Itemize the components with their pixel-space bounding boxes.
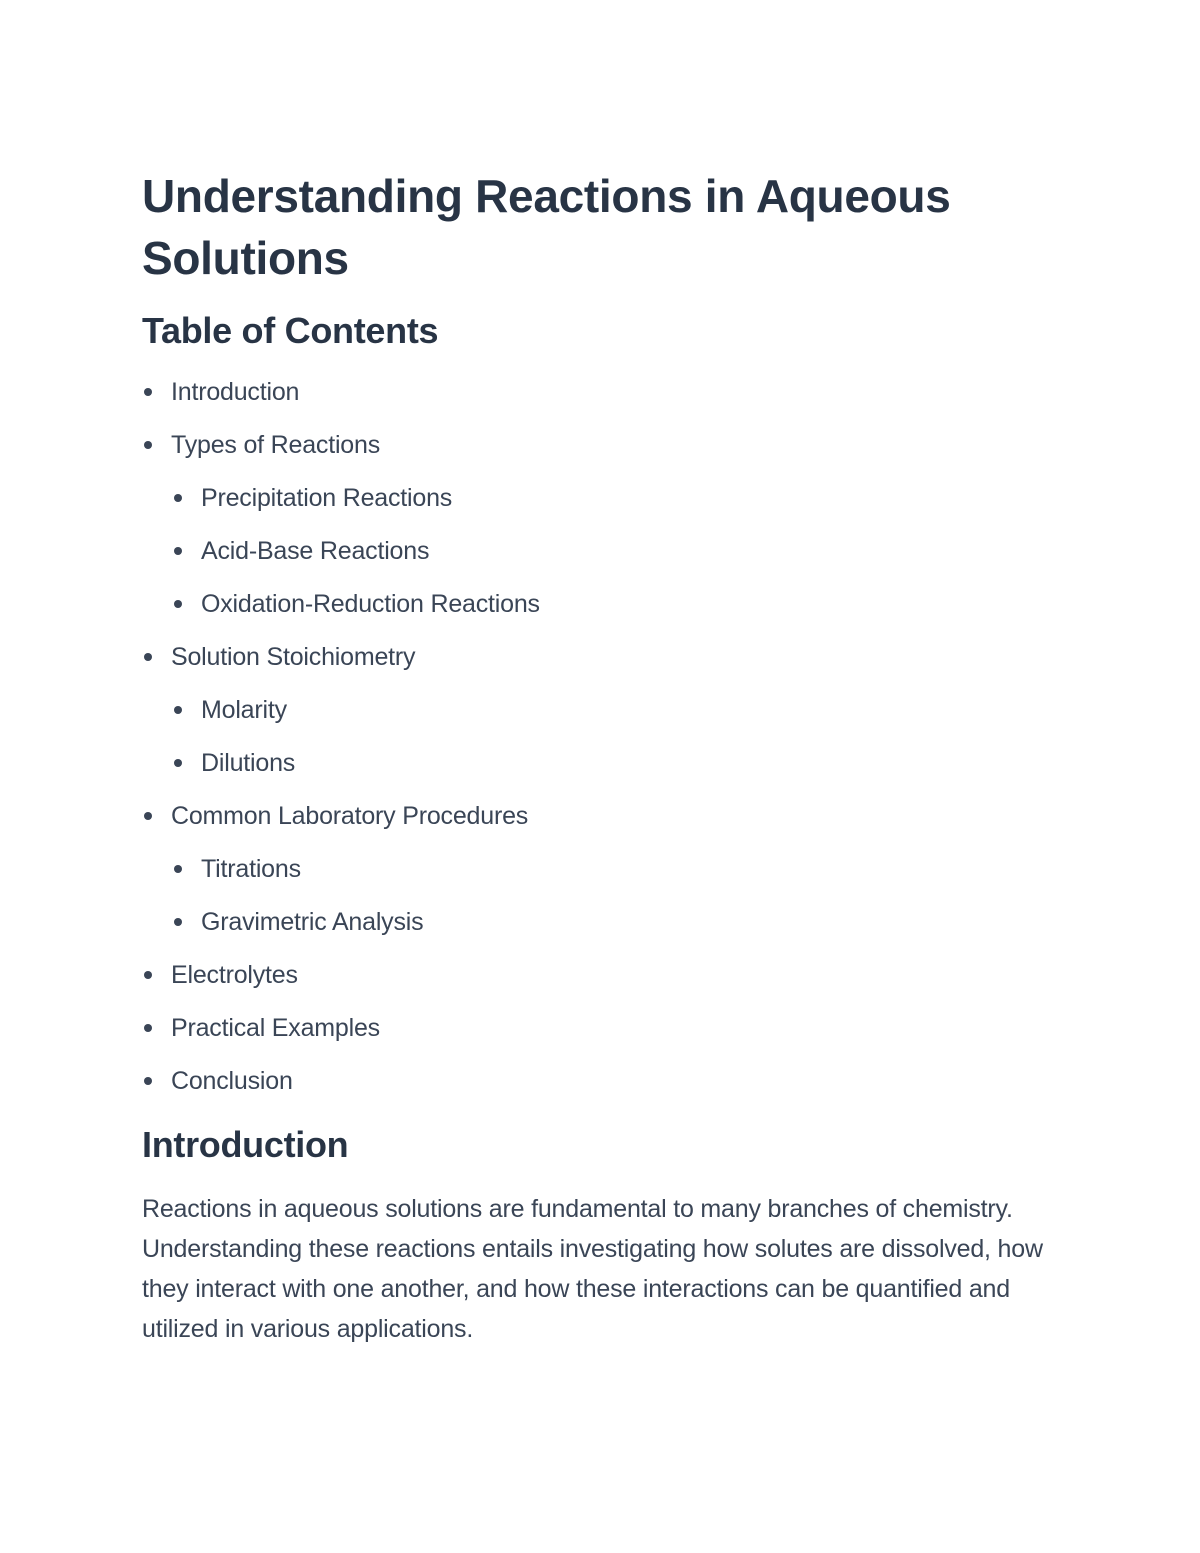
- toc-item-label: Dilutions: [201, 749, 296, 777]
- toc-item-gravimetric-analysis[interactable]: [142, 905, 1062, 958]
- bullet-icon: [174, 759, 182, 767]
- toc-item-label: Oxidation-Reduction Reactions: [201, 590, 540, 618]
- bullet-icon: [174, 600, 182, 608]
- bullet-icon: [144, 441, 152, 449]
- toc-item-label: Precipitation Reactions: [201, 484, 453, 512]
- bullet-icon: [144, 812, 152, 820]
- toc-item-label: Electrolytes: [171, 961, 298, 989]
- toc-item-oxidation-reduction-reactions[interactable]: [142, 587, 1062, 640]
- bullet-icon: [174, 865, 182, 873]
- bullet-icon: [174, 494, 182, 502]
- bullet-icon: [144, 971, 152, 979]
- bullet-icon: [144, 388, 152, 396]
- bullet-icon: [174, 547, 182, 555]
- toc-item-practical-examples[interactable]: [142, 1011, 1062, 1064]
- toc-item-precipitation-reactions[interactable]: [142, 481, 1062, 534]
- toc-item-label: Solution Stoichiometry: [171, 643, 416, 671]
- bullet-icon: [144, 1024, 152, 1032]
- bullet-icon: [144, 1077, 152, 1085]
- toc-item-label: Conclusion: [171, 1067, 293, 1095]
- toc-item-label: Gravimetric Analysis: [201, 908, 424, 936]
- bullet-icon: [174, 918, 182, 926]
- toc-item-dilutions[interactable]: [142, 746, 1062, 799]
- document-page: [142, 165, 1062, 1349]
- toc-item-label: Titrations: [201, 855, 301, 883]
- toc-item-electrolytes[interactable]: [142, 958, 1062, 1011]
- toc-item-label: Molarity: [201, 696, 287, 724]
- bullet-icon: [174, 706, 182, 714]
- toc-item-introduction[interactable]: [142, 375, 1062, 428]
- toc-item-acid-base-reactions[interactable]: [142, 534, 1062, 587]
- toc-item-label: Introduction: [171, 378, 300, 406]
- introduction-paragraph: Reactions in aqueous solutions are fundamental to many branches of chemistry. Understanding these reactions entails investigating how solutes are dissolved, how they interact with one another, and how these interactions can be quantified and utilized in various applications.: [142, 1195, 1043, 1343]
- toc-item-molarity[interactable]: [142, 693, 1062, 746]
- bullet-icon: [144, 653, 152, 661]
- table-of-contents: [142, 375, 1062, 1117]
- toc-item-solution-stoichiometry[interactable]: [142, 640, 1062, 693]
- toc-heading: Table of Contents: [142, 310, 439, 351]
- introduction-heading: Introduction: [142, 1124, 349, 1165]
- toc-item-label: Common Laboratory Procedures: [171, 802, 529, 830]
- toc-item-label: Types of Reactions: [171, 431, 381, 459]
- toc-item-label: Practical Examples: [171, 1014, 380, 1042]
- toc-item-conclusion[interactable]: [142, 1064, 1062, 1117]
- toc-item-titrations[interactable]: [142, 852, 1062, 905]
- toc-item-common-laboratory-procedures[interactable]: [142, 799, 1062, 852]
- document-title: Understanding Reactions in Aqueous Solutions: [142, 170, 951, 284]
- toc-item-types-of-reactions[interactable]: [142, 428, 1062, 481]
- toc-item-label: Acid-Base Reactions: [201, 537, 430, 565]
